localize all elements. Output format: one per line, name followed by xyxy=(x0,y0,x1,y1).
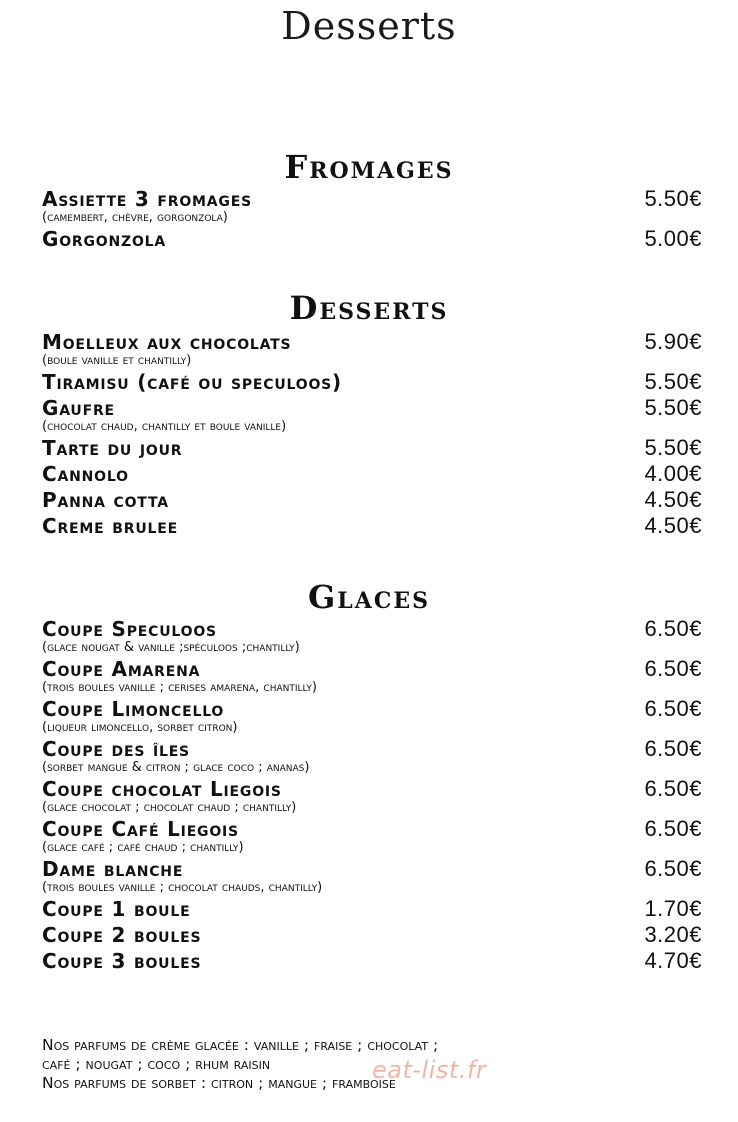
item-price: 6.50€ xyxy=(644,696,702,721)
item-name: Coupe Limoncello xyxy=(42,697,225,721)
menu-item xyxy=(0,656,738,696)
item-price: 4.00€ xyxy=(644,461,702,486)
item-description: (glace chocolat ; chocolat chaud ; chantilly) xyxy=(42,800,297,815)
item-price: 6.50€ xyxy=(644,776,702,801)
menu-item xyxy=(0,776,738,816)
item-price: 3.20€ xyxy=(644,922,702,947)
item-name: Tiramisu (café ou speculoos) xyxy=(42,370,342,394)
item-price: 6.50€ xyxy=(644,856,702,881)
menu-item xyxy=(0,186,738,226)
menu-item xyxy=(0,513,738,539)
item-description: (camembert, chèvre, gorgonzola) xyxy=(42,210,228,225)
item-description: (chocolat chaud, chantilly et boule vanille) xyxy=(42,419,287,434)
item-name: Coupe Amarena xyxy=(42,657,201,681)
item-price: 6.50€ xyxy=(644,616,702,641)
menu-item xyxy=(0,487,738,513)
menu-item xyxy=(0,616,738,656)
menu-item xyxy=(0,696,738,736)
item-name: Coupe Speculoos xyxy=(42,617,217,641)
item-description: (liqueur limoncello, sorbet citron) xyxy=(42,720,238,735)
item-name: Assiette 3 fromages xyxy=(42,187,252,211)
section-fromages xyxy=(0,150,738,252)
item-name: Gaufre xyxy=(42,396,115,420)
menu-item xyxy=(0,395,738,435)
ice-cream-flavours-line-1: Nos parfums de crème glacée : vanille ; fraise ; chocolat ; xyxy=(42,1036,439,1054)
item-description: (glace café ; café chaud ; chantilly) xyxy=(42,840,244,855)
menu-item xyxy=(0,948,738,974)
item-name: Tarte du jour xyxy=(42,436,183,460)
menu-item xyxy=(0,329,738,369)
item-price: 5.90€ xyxy=(644,329,702,354)
item-name: Creme brulee xyxy=(42,514,178,538)
section-title: Desserts xyxy=(289,289,449,327)
menu-item xyxy=(0,226,738,252)
ice-cream-flavours-line-2: café ; nougat ; coco ; rhum raisin xyxy=(42,1055,271,1073)
item-name: Coupe chocolat Liegois xyxy=(42,777,282,801)
item-name: Cannolo xyxy=(42,462,129,486)
item-name: Coupe 2 boules xyxy=(42,923,202,947)
menu-item xyxy=(0,369,738,395)
menu-item xyxy=(0,896,738,922)
item-price: 4.70€ xyxy=(644,948,702,973)
item-name: Coupe des îles xyxy=(42,737,190,761)
item-price: 1.70€ xyxy=(644,896,702,921)
menu-item xyxy=(0,736,738,776)
menu-item xyxy=(0,435,738,461)
item-name: Coupe Café Liegois xyxy=(42,817,239,841)
menu-item xyxy=(0,816,738,856)
item-name: Moelleux aux chocolats xyxy=(42,330,292,354)
item-description: (boule vanille et chantilly) xyxy=(42,353,192,368)
item-price: 4.50€ xyxy=(644,513,702,538)
item-description: (trois boules vanille ; chocolat chauds, chantilly) xyxy=(42,880,323,895)
item-price: 5.50€ xyxy=(644,186,702,211)
item-price: 5.50€ xyxy=(644,395,702,420)
page-title: Desserts xyxy=(281,4,457,48)
section-title: Fromages xyxy=(284,148,454,186)
item-price: 5.00€ xyxy=(644,226,702,251)
sorbet-flavours-line: Nos parfums de sorbet : citron ; mangue ; framboise xyxy=(42,1074,396,1092)
item-name: Panna cotta xyxy=(42,488,169,512)
item-description: (sorbet mangue & citron ; glace coco ; ananas) xyxy=(42,760,310,775)
item-name: Dame blanche xyxy=(42,857,184,881)
section-desserts xyxy=(0,291,738,539)
menu-item xyxy=(0,922,738,948)
item-price: 5.50€ xyxy=(644,369,702,394)
menu-item xyxy=(0,856,738,896)
item-name: Gorgonzola xyxy=(42,227,167,251)
section-glaces xyxy=(0,580,738,974)
flavours-note xyxy=(42,1036,722,1093)
item-name: Coupe 1 boule xyxy=(42,897,191,921)
item-description: (glace nougat & vanille ;spéculoos ;chantilly) xyxy=(42,640,300,655)
item-price: 6.50€ xyxy=(644,736,702,761)
menu-item xyxy=(0,461,738,487)
item-price: 5.50€ xyxy=(644,435,702,460)
item-price: 6.50€ xyxy=(644,816,702,841)
item-price: 6.50€ xyxy=(644,656,702,681)
watermark: eat-list.fr xyxy=(372,1056,487,1084)
section-title: Glaces xyxy=(307,578,431,616)
item-name: Coupe 3 boules xyxy=(42,949,202,973)
item-description: (trois boules vanille ; cerises amarena, chantilly) xyxy=(42,680,317,695)
item-price: 4.50€ xyxy=(644,487,702,512)
